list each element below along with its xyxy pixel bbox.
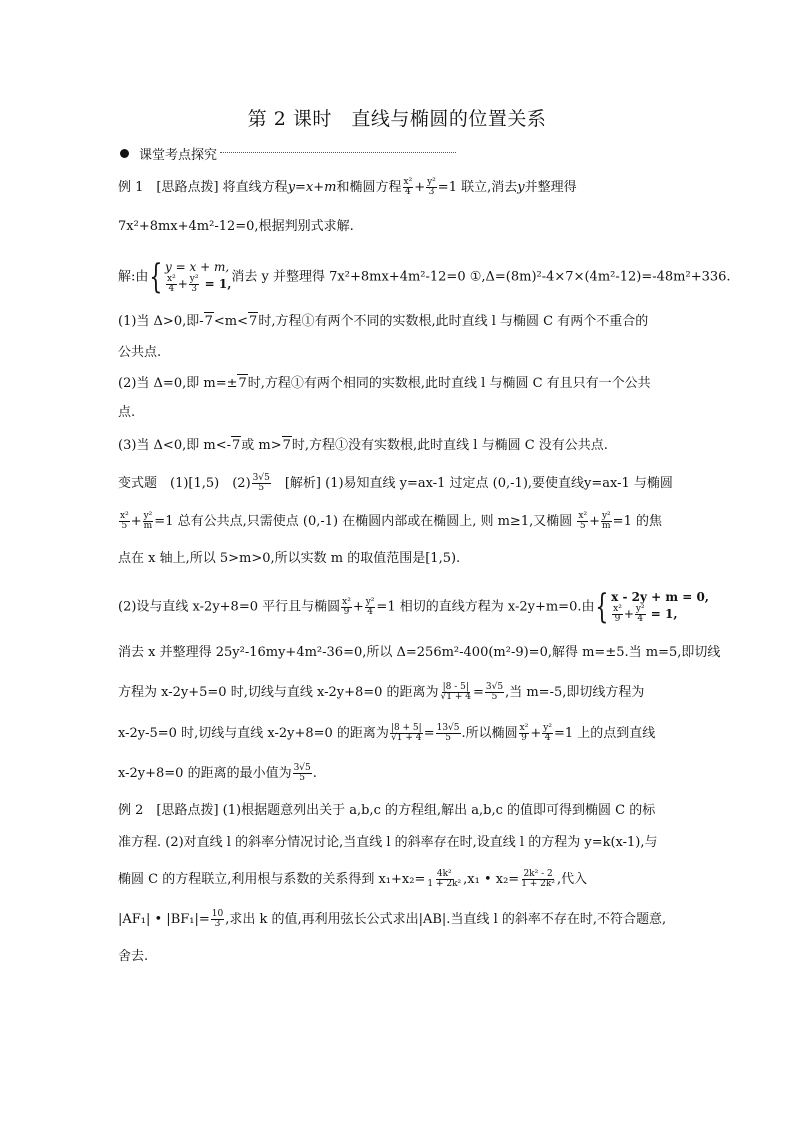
section-label: 课堂考点探究: [139, 148, 218, 163]
text: 和椭圆方程: [336, 180, 402, 195]
ex1-case-1: (1)当 Δ>0,即-7<m<7时,方程①有两个不同的实数根,此时直线 l 与椭圆 C 有两个不重合的: [118, 314, 649, 329]
equation-system: { y = x + m, $\frac{\text{x²}}{4}$ + $\frac{\text{y²}}{3}$ = 1,: [149, 257, 232, 297]
text: 解:由: [118, 269, 149, 285]
variant-line-1: 变式题 (1)[1,5) (2) $\frac{3√5}{5}$ [解析] (1)易知直线 y=ax-1 过定点 (0,-1),要使直线y=ax-1 与椭圆: [118, 473, 673, 493]
text: 例 1 [思路点拨] 将直线方程: [118, 180, 288, 195]
fraction: $\frac{\text{x²}}{4}$: [403, 177, 413, 197]
variant-line-3: 点在 x 轴上,所以 5>m>0,所以实数 m 的取值范围是[1,5).: [118, 551, 461, 566]
variant-line-7: x-2y-5=0 时,切线与直线 x-2y+8=0 的距离为 $\frac{|8 + 5|}{√1 + 4}$ = $\frac{13√5}{5}$ .所以椭圆 $\frac{\text{x²}}{9}$ + $\frac{\text{y²}}{4}$ =1 上的点到直线: [118, 723, 656, 743]
ex1-case-2-cont: 点.: [118, 405, 136, 420]
text: 并整理得: [524, 180, 577, 195]
page-title: 第 2 课时 直线与椭圆的位置关系: [247, 108, 547, 130]
variant-line-5: 消去 x 并整理得 25y²-16my+4m²-36=0,所以 Δ=256m²-400(m²-9)=0,解得 m=±5.当 m=5,即切线: [118, 645, 721, 660]
ex2-line-2: 准方程. (2)对直线 l 的斜率分情况讨论,当直线 l 的斜率存在时,设直线 l 的方程为 y=k(x-1),与: [118, 835, 658, 850]
sqrt: 7: [249, 314, 258, 329]
sqrt: 7: [282, 438, 291, 453]
variant-line-6: 方程为 x-2y+5=0 时,切线与直线 x-2y+8=0 的距离为 $\frac{|8 - 5|}{√1 + 4}$ = $\frac{3√5}{5}$ ,当 m=-5,即切线方程为: [118, 682, 645, 702]
line-equation: y=x+m: [287, 180, 337, 195]
variant-line-8: x-2y+8=0 的距离的最小值为 $\frac{3√5}{5}$ .: [118, 763, 317, 783]
ex1-line-2: 7x²+8mx+4m²-12=0,根据判别式求解.: [118, 219, 354, 234]
dotted-leader: [220, 152, 456, 153]
sqrt: 7: [204, 314, 213, 329]
ex1-case-2: (2)当 Δ=0,即 m=±7时,方程①有两个相同的实数根,此时直线 l 与椭圆 C 有且只有一个公共: [118, 376, 651, 391]
ex2-line-5: 舍去.: [118, 949, 149, 964]
sqrt: 7: [238, 376, 247, 391]
ex2-line-1: 例 2 [思路点拨] (1)根据题意列出关于 a,b,c 的方程组,解出 a,b,c 的值即可得到椭圆 C 的标: [118, 803, 656, 818]
ex1-case-3: (3)当 Δ<0,即 m<-7或 m>7时,方程①没有实数根,此时直线 l 与椭圆 C 没有公共点.: [118, 438, 608, 453]
ex1-case-1-cont: 公共点.: [118, 345, 162, 360]
section-heading: [120, 144, 456, 163]
ex1-line-1: 例 1 [思路点拨] 将直线方程y=x+m和椭圆方程 $\frac{\text{x²}}{4}$ + $\frac{\text{y²}}{3}$ =1 联立,消去y并整理得: [118, 177, 577, 197]
bullet-icon: [120, 149, 129, 158]
ex1-solution-line: [118, 257, 731, 297]
text: =1 联立,消去: [437, 180, 518, 195]
ex2-line-4: |AF₁| • |BF₁|= $\frac{10}{3}$ ,求出 k 的值,再利用弦长公式求出|AB|.当直线 l 的斜率不存在时,不符合题意,: [118, 909, 667, 929]
sqrt: 7: [231, 438, 241, 453]
variant-line-2: $\frac{\text{x²}}{5}$ + $\frac{\text{y²}}{m}$ =1 总有公共点,只需使点 (0,-1) 在椭圆内部或在椭圆上, 则 m≥1,又椭圆 $\frac{\text{x²}}{5}$ + $\frac{\text{y²}}{m}$ =1 的焦: [120, 511, 662, 531]
fraction: $\frac{\text{y²}}{3}$: [427, 177, 436, 197]
ex2-line-3: 椭圆 C 的方程联立,利用根与系数的关系得到 x₁+x₂= $\frac{\text{4k²}}{\text{1 + 2k²}}$ ,x₁ • x₂= $\frac{\text{2k² - 2}}{\text{1 + 2k²}}$ ,代入: [118, 869, 588, 889]
equation-system: { x - 2y + m = 0, $\frac{\text{x²}}{9}$ + $\frac{\text{y²}}{4}$ = 1,: [595, 587, 709, 627]
variant-line-4: (2)设与直线 x-2y+8=0 平行且与椭圆 $\frac{\text{x²}}{9}$ + $\frac{\text{y²}}{4}$ =1 相切的直线方程为 x-2y+m=0.由 { x - 2y + m = 0, $\frac{\text{x²}}{9}$ + $\frac{\text{y²}}{4}$ = 1,: [118, 587, 709, 627]
text: 消去 y 并整理得 7x²+8mx+4m²-12=0 ①,Δ=(8m)²-4×7×(4m²-12)=-48m²+336.: [231, 269, 731, 285]
